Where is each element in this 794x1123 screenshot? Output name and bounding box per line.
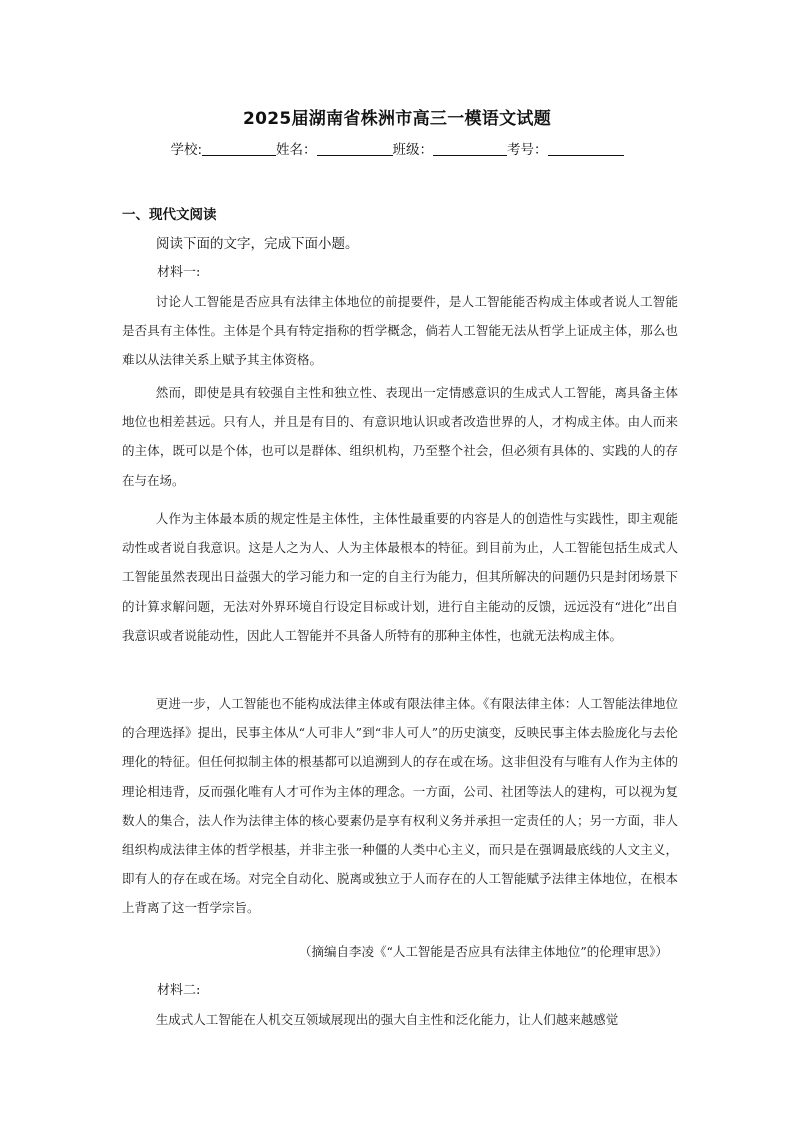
paragraph-4: 更进一步，人工智能也不能构成法律主体或有限法律主体。《有限法律主体：人工智能法律地位的合理选择》提出，民事主体从“人可非人”到“非人可人”的历史演变，反映民事主体去脸庞化与去伦理化的特征。但任何拟制主体的根基都可以追溯到人的存在或在场。这非但没有与唯有人作为主体的理论相违背，反而强化唯有人才可作为主体的理念。一方面，公司、社团等法人的建构，可以视为复数人的集合，法人作为法律主体的核心要素仍是享有权利义务并承担一定责任的人；另一方面，非人组织构成法律主体的哲学根基，并非主张一种僵的人类中心主义，而只是在强调最底线的人文主义，即有人的存在或在场。对完全自动化、脱离或独立于人而存在的人工智能赋予法律主体地位，在根本上背离了这一哲学宗旨。 (122, 696, 678, 916)
material-one-label: 材料一: (157, 265, 201, 280)
material-two-label: 材料二: (157, 983, 201, 998)
class-blank[interactable] (433, 141, 507, 156)
section-heading: 一、现代文阅读 (122, 207, 217, 223)
reading-instruction: 阅读下面的文字，完成下面小题。 (156, 236, 359, 252)
exam-info-line (0, 138, 794, 158)
number-label: 考号： (507, 142, 548, 158)
name-blank[interactable] (317, 141, 393, 156)
paragraph-2: 然而，即使是具有较强自主性和独立性、表现出一定情感意识的生成式人工智能，离具备主体地位也相差甚远。只有人，并且是有目的、有意识地认识或者改造世界的人，才构成主体。由人而来的主体，既可以是个体，也可以是群体、组织机构，乃至整个社会，但必须有具体的、实践的人的存在与在场。 (122, 385, 678, 488)
number-blank[interactable] (548, 141, 624, 156)
school-blank[interactable] (202, 141, 276, 156)
school-label: 学校: (170, 142, 203, 158)
paragraph-1: 讨论人工智能是否应具有法律主体地位的前提要件，是人工智能能否构成主体或者说人工智能是否具有主体性。主体是个具有特定指称的哲学概念，倘若人工智能无法从哲学上证成主体，那么也难以从法律关系上赋予其主体资格。 (122, 294, 678, 368)
paragraph-3: 人作为主体最本质的规定性是主体性，主体性最重要的内容是人的创造性与实践性，即主观能动性或者说自我意识。这是人之为人、人为主体最根本的特征。到目前为止，人工智能包括生成式人工智能虽然表现出日益强大的学习能力和一定的自主行为能力，但其所解决的问题仍只是封闭场景下的计算求解问题，无法对外界环境自行设定目标或计划，进行自主能动的反馈，远远没有“进化”出自我意识或者说能动性，因此人工智能并不具备人所特有的那种主体性，也就无法构成主体。 (122, 511, 678, 643)
paragraph-material-two: 生成式人工智能在人机交互领域展现出的强大自主性和泛化能力，让人们越来越感觉 (155, 1012, 619, 1027)
source-citation: （摘编自李凌《“人工智能是否应具有法律主体地位”的伦理审思》） (298, 944, 668, 959)
class-label: 班级： (392, 142, 434, 158)
name-label: 姓名： (276, 142, 317, 158)
page-title: 2025届湖南省株洲市高三一模语文试题 (242, 109, 551, 129)
